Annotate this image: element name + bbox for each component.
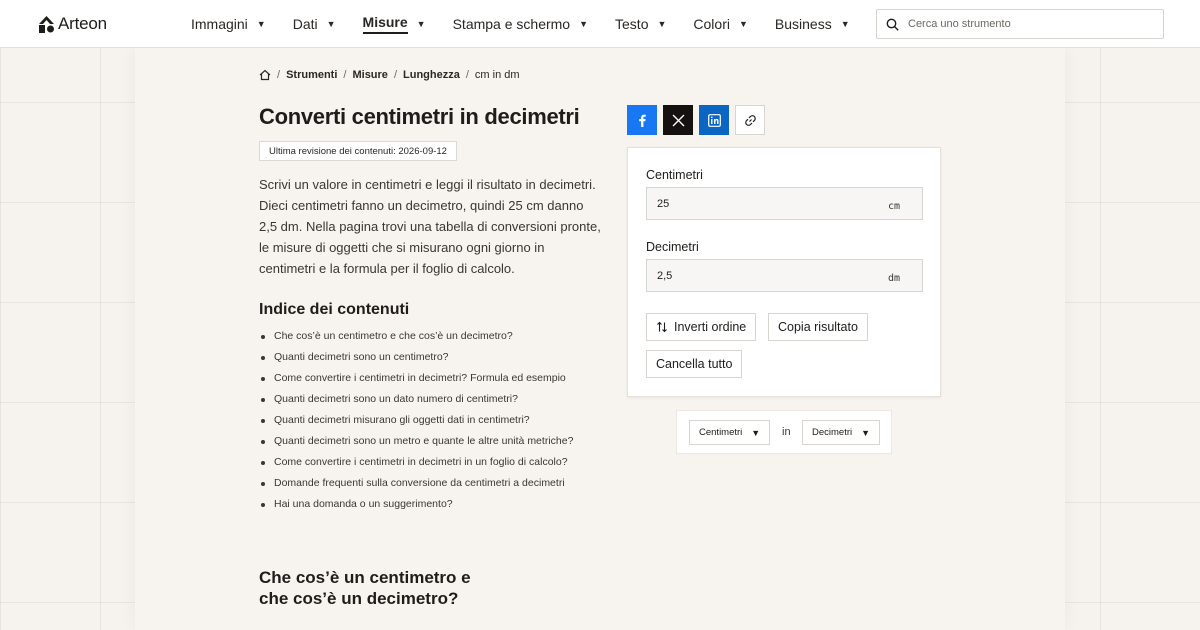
nav-item-dati[interactable] (293, 0, 336, 48)
logo[interactable] (39, 14, 107, 34)
home-icon[interactable] (259, 69, 271, 81)
caret-down-icon: ▼ (840, 19, 850, 29)
from-field-label: Centimetri (646, 168, 703, 182)
swap-arrows-icon (656, 321, 668, 333)
from-unit-select-value: Centimetri (699, 427, 743, 438)
to-unit-select-value: Decimetri (812, 427, 853, 438)
swap-button-label: Inverti ordine (674, 320, 747, 334)
from-unit-select[interactable] (689, 420, 770, 445)
nav-item-business[interactable] (775, 0, 850, 48)
nav-label: Business (774, 16, 832, 32)
caret-down-icon: ▼ (326, 19, 336, 29)
nav-label: Dati (292, 16, 318, 32)
copy-result-label: Copia risultato (778, 320, 858, 334)
nav-item-misure[interactable] (363, 0, 426, 48)
breadcrumb-separator: / (343, 69, 347, 81)
decimeters-input[interactable] (647, 260, 877, 291)
search-icon (886, 18, 899, 31)
nav-label: Misure (363, 14, 408, 34)
toc-link[interactable]: Domande frequenti sulla conversione da centimetri a decimetri (259, 475, 573, 496)
breadcrumb-link-misure[interactable]: Misure (352, 69, 388, 81)
clear-all-button[interactable] (646, 350, 742, 378)
linkedin-icon (708, 114, 721, 127)
breadcrumb-current: cm in dm (474, 69, 520, 81)
top-header (0, 0, 1200, 48)
share-facebook-button[interactable] (627, 105, 657, 135)
caret-down-icon: ▼ (861, 427, 871, 438)
to-field-label: Decimetri (646, 240, 699, 254)
toc-link[interactable]: Quanti decimetri sono un centimetro? (259, 349, 573, 370)
share-buttons (627, 105, 765, 135)
from-field[interactable] (646, 187, 923, 220)
copy-link-button[interactable] (735, 105, 765, 135)
copy-result-button[interactable] (768, 313, 868, 341)
logo-text: Arteon (58, 14, 107, 33)
breadcrumb-link-lunghezza[interactable]: Lunghezza (403, 69, 460, 81)
search-box[interactable] (876, 9, 1164, 39)
unit-selector (676, 410, 892, 454)
toc-link[interactable]: Quanti decimetri sono un dato numero di centimetri? (259, 391, 573, 412)
page-title: Converti centimetri in decimetri (259, 104, 580, 129)
toc-title: Indice dei contenuti (259, 301, 410, 318)
revision-badge: Ultima revisione dei contenuti: 2026-09-12 (259, 141, 457, 161)
centimeters-input[interactable] (647, 188, 877, 219)
breadcrumb-separator: / (393, 69, 397, 81)
toc-link[interactable]: Quanti decimetri misurano gli oggetti dati in centimetri? (259, 412, 573, 433)
to-field[interactable] (646, 259, 923, 292)
x-icon (672, 114, 685, 127)
facebook-icon (636, 114, 649, 127)
main-nav (191, 0, 877, 48)
share-linkedin-button[interactable] (699, 105, 729, 135)
to-unit: dm (887, 273, 900, 284)
toc-link[interactable]: Hai una domanda o un suggerimento? (259, 496, 573, 517)
intro-paragraph: Scrivi un valore in centimetri e leggi il risultato in decimetri. Dieci centimetri fanno un decimetro, quindi 25 cm danno 2,5 dm. Nella pagina trovi una tabella di conversioni pronte, le misure di oggetti che si misurano ogni giorno in centimetri e la formula per il foglio di calcolo. (259, 177, 601, 276)
section-heading: Che cos’è un centimetro e che cos’è un decimetro? (259, 568, 471, 608)
caret-down-icon: ▼ (256, 19, 266, 29)
breadcrumb (259, 69, 520, 81)
link-icon (744, 114, 757, 127)
nav-item-colori[interactable] (693, 0, 748, 48)
breadcrumb-separator: / (465, 69, 469, 81)
nav-item-testo[interactable] (615, 0, 666, 48)
share-x-button[interactable] (663, 105, 693, 135)
toc-link[interactable]: Come convertire i centimetri in decimetri in un foglio di calcolo? (259, 454, 573, 475)
table-of-contents (259, 328, 573, 517)
converter-panel (627, 147, 941, 397)
toc-link[interactable]: Che cos’è un centimetro e che cos’è un decimetro? (259, 328, 573, 349)
swap-button[interactable] (646, 313, 756, 341)
search-input[interactable] (908, 18, 1148, 30)
caret-down-icon: ▼ (416, 19, 426, 29)
nav-label: Stampa e schermo (452, 16, 571, 32)
caret-down-icon: ▼ (579, 19, 589, 29)
clear-all-label: Cancella tutto (656, 357, 733, 371)
nav-label: Colori (693, 16, 730, 32)
caret-down-icon: ▼ (738, 19, 748, 29)
breadcrumb-link-strumenti[interactable]: Strumenti (286, 69, 338, 81)
logo-icon (39, 16, 54, 33)
toc-link[interactable]: Quanti decimetri sono un metro e quante le altre unità metriche? (259, 433, 573, 454)
from-unit: cm (887, 201, 900, 212)
nav-item-immagini[interactable] (191, 0, 266, 48)
unit-connector: in (782, 426, 791, 438)
nav-label: Immagini (191, 16, 248, 32)
caret-down-icon: ▼ (751, 427, 761, 438)
caret-down-icon: ▼ (657, 19, 667, 29)
nav-item-stampa-e-schermo[interactable] (453, 0, 588, 48)
breadcrumb-separator: / (277, 69, 281, 81)
toc-link[interactable]: Come convertire i centimetri in decimetri? Formula ed esempio (259, 370, 573, 391)
to-unit-select[interactable] (802, 420, 880, 445)
nav-label: Testo (615, 16, 649, 32)
